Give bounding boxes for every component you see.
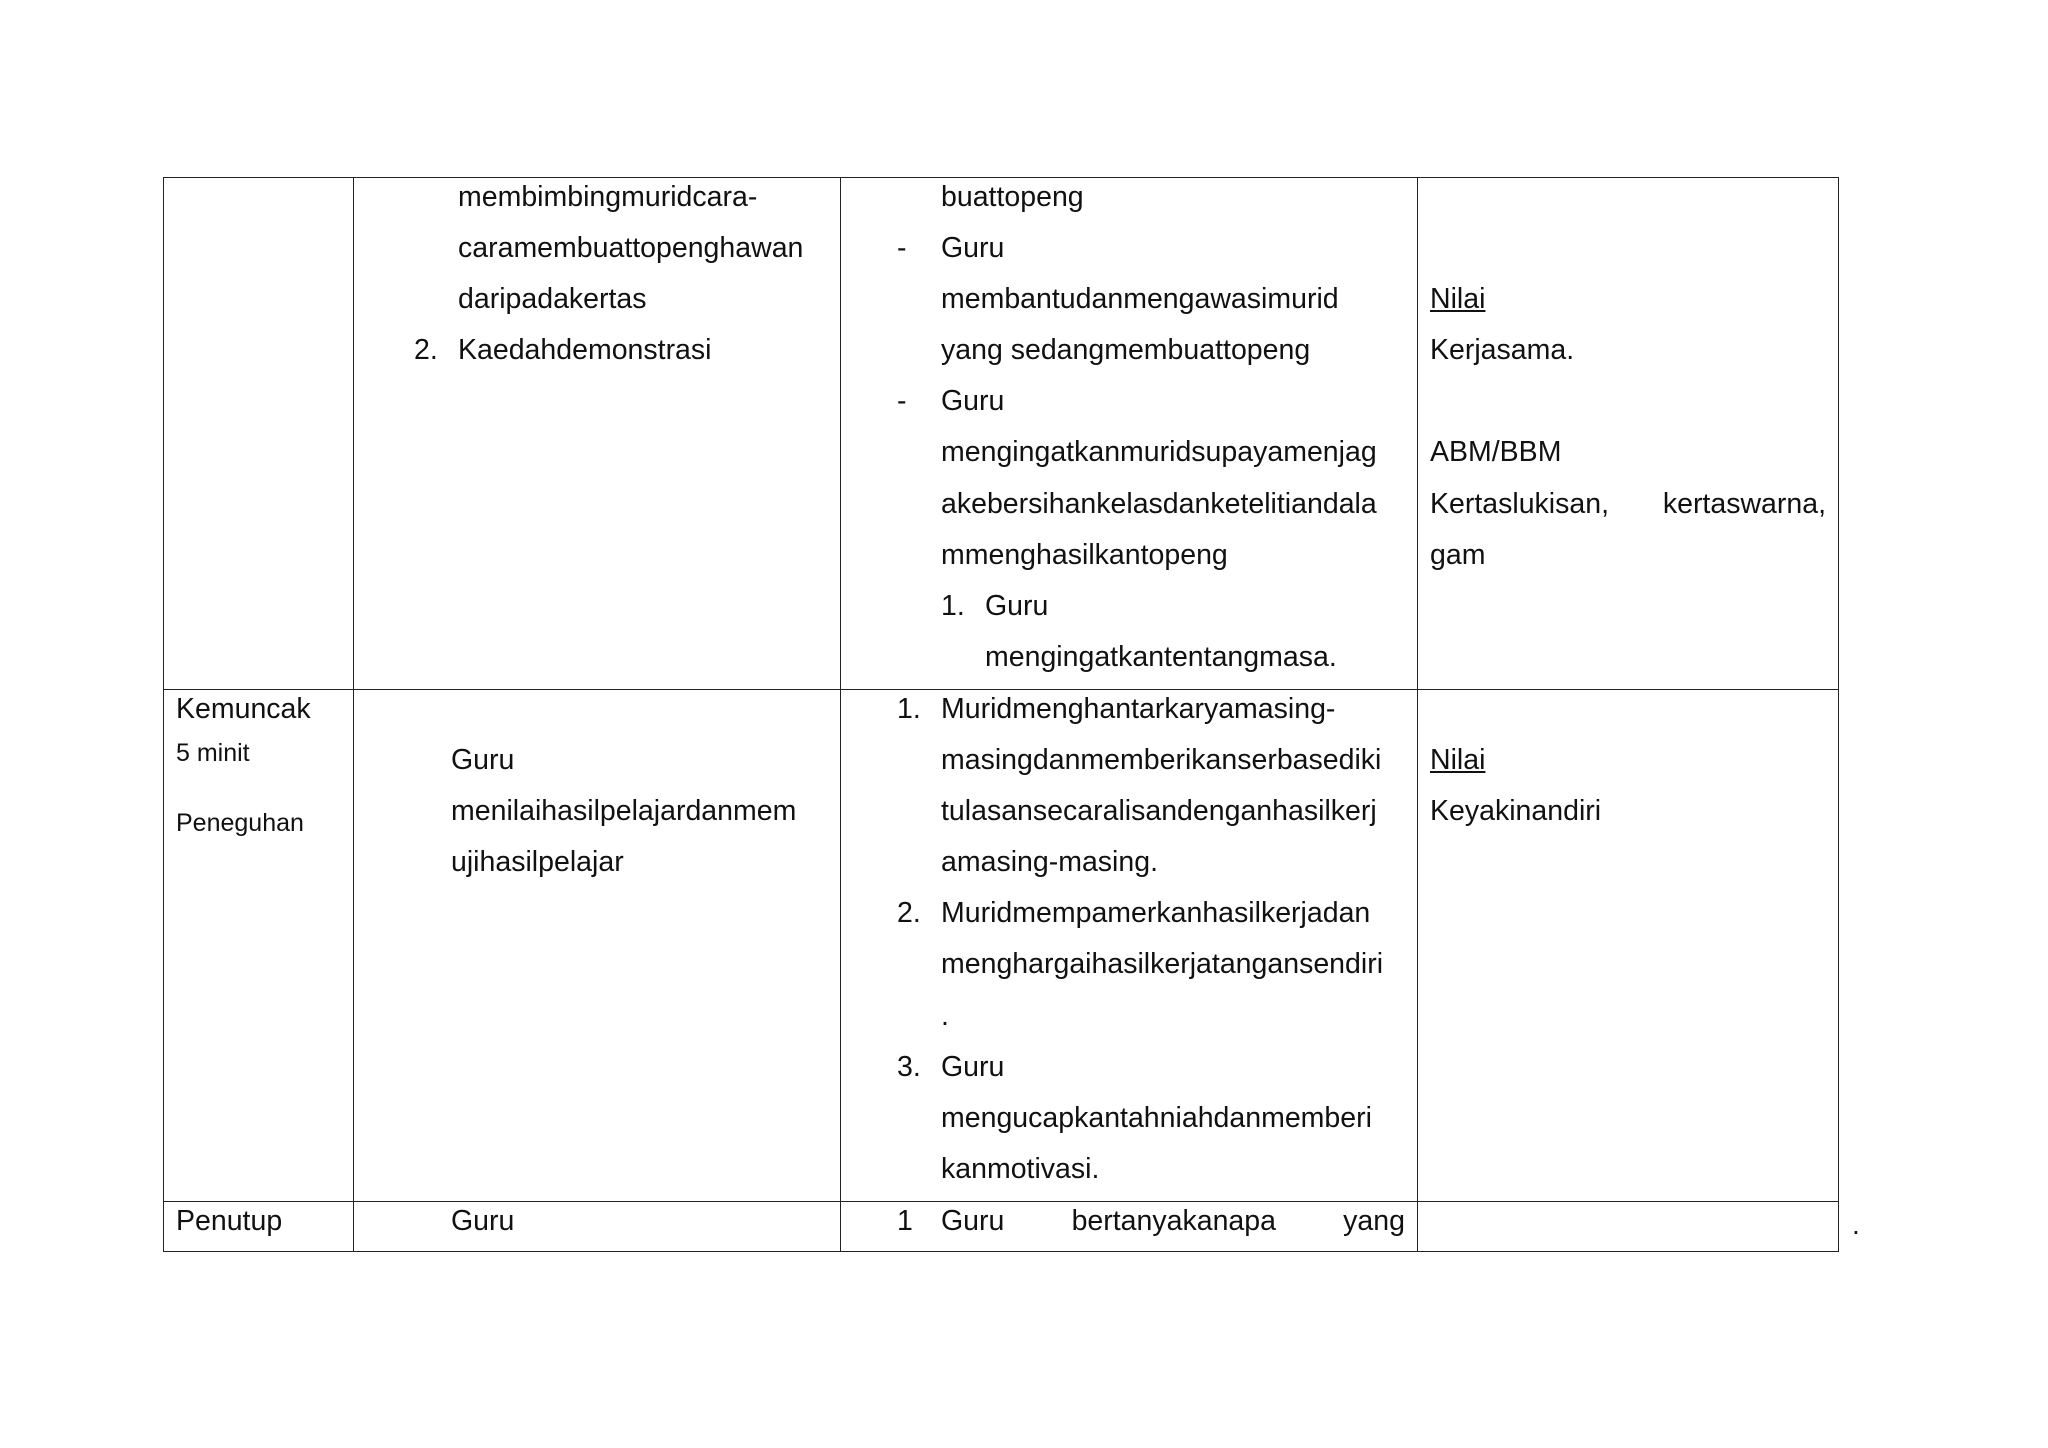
stage-sub: Peneguhan	[176, 809, 304, 838]
values-cell	[1418, 690, 1839, 1202]
list-item: - Guru mengingatkanmuridsupayamenjag akebersihankelasdanketelitiandala mmenghasilkantopeng 1. Guru mengingatkantentangmasa.	[897, 376, 1417, 683]
content-cell	[841, 1202, 1418, 1252]
table-row	[164, 690, 1839, 1202]
stage-cell	[164, 178, 354, 690]
list-item: membimbingmuridcara- caramembuattopenghawan daripadakertas	[458, 181, 804, 316]
stage-cell	[164, 1202, 354, 1252]
stage-time: 5 minit	[176, 739, 250, 768]
stage-title: Penutup	[176, 1205, 283, 1237]
list-item: 1. Muridmenghantarkaryamasing- masingdanmemberikanserbasediki tulasansecaralisandenganhasilkerj amasing-masing.	[897, 693, 1382, 879]
values-cell: Nilai Kerjasama. ABM/BBM Kertaslukisan, kertaswarna, gam	[1418, 178, 1839, 690]
sub-list-item: 1. Guru mengingatkantentangmasa.	[941, 589, 1337, 673]
activity-cell: Guru menilaihasilpelajardanmem ujihasilpelajar	[354, 690, 841, 1202]
list-item: - Guru membantudanmengawasimurid yang sedangmembuattopeng	[897, 232, 1339, 367]
activity-cell	[354, 178, 841, 690]
abm-materials: Kertaslukisan, kertaswarna,	[1430, 487, 1826, 520]
stage-title: Kemuncak	[176, 693, 311, 725]
list-item: 3. Guru mengucapkantahniahdanmemberi kanmotivasi.	[897, 1050, 1372, 1185]
abm-label: ABM/BBM	[1430, 436, 1562, 469]
lesson-plan-table	[163, 177, 1839, 1252]
list-item: 1 Guru bertanyakanapa yang	[897, 1205, 1405, 1237]
values-cell	[1418, 1202, 1839, 1252]
trailing-period: .	[1852, 1209, 1860, 1240]
activity-cell: Guru	[354, 1202, 841, 1252]
nilai-label: Nilai	[1430, 283, 1486, 316]
list-item: 2. Kaedahdemonstrasi	[414, 334, 712, 367]
content-cell	[841, 690, 1418, 1202]
nilai-value: Kerjasama.	[1430, 334, 1575, 367]
nilai-value: Keyakinandiri	[1430, 795, 1602, 828]
nilai-label: Nilai	[1430, 744, 1486, 777]
list-item: 2. Muridmempamerkanhasilkerjadan menghargaihasilkerjatangansendiri .	[897, 897, 1384, 1032]
table-row	[164, 178, 1839, 690]
stage-cell	[164, 690, 354, 1202]
content-cell: buattopeng - Guru membantudanmengawasimurid yang sedangmembuattopeng - Guru mengingatkanmuridsupayamenjag akebersihankelasdanketelitiandala mmenghasilkantopeng 1. Guru mengingatkantentangmasa.	[841, 178, 1418, 690]
table-row	[164, 1202, 1839, 1252]
